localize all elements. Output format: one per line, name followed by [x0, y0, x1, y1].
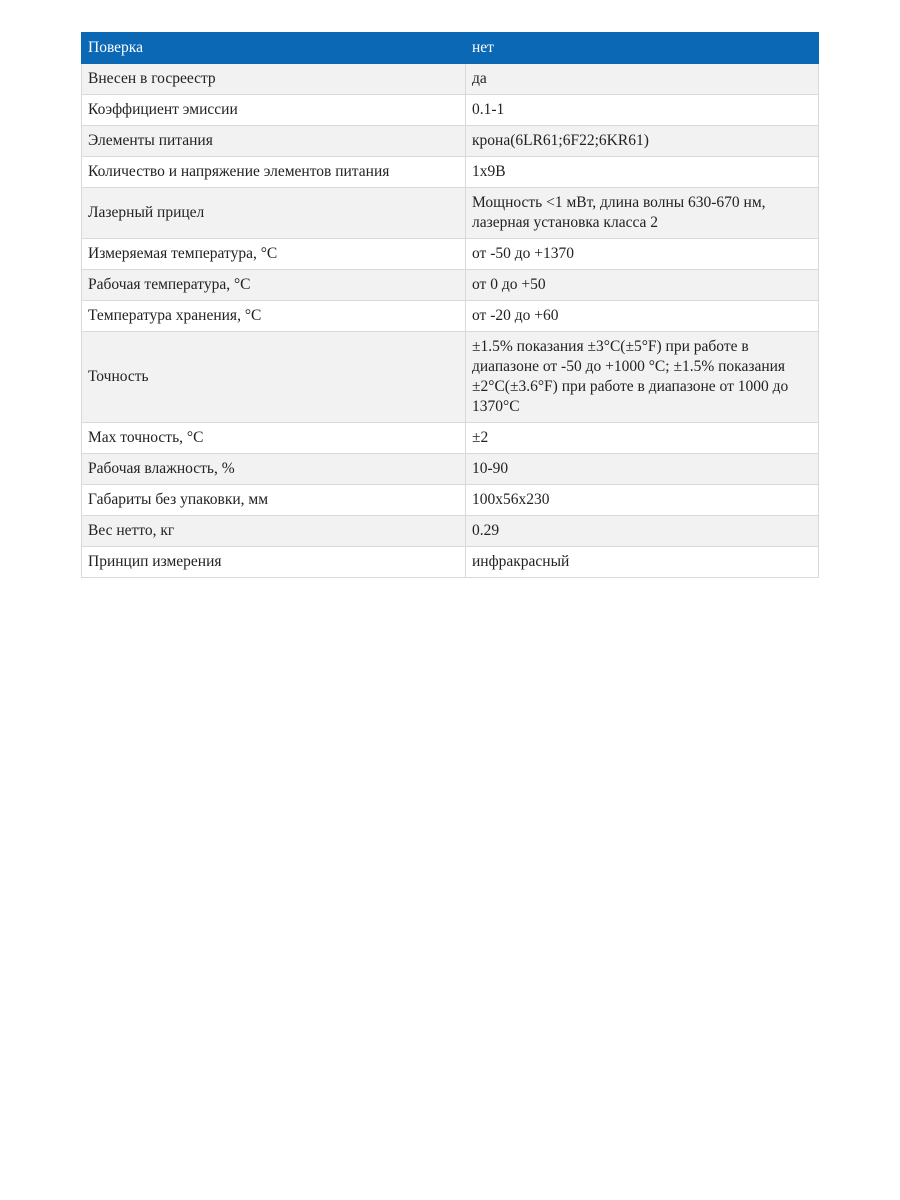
table-row: [82, 95, 819, 126]
spec-label: Габариты без упаковки, мм: [82, 485, 466, 516]
spec-label: Измеряемая температура, °С: [82, 239, 466, 270]
table-row: [82, 547, 819, 578]
spec-value: 10-90: [466, 454, 819, 485]
spec-label: Лазерный прицел: [82, 188, 466, 239]
spec-label: Мах точность, °С: [82, 423, 466, 454]
spec-value: от -20 до +60: [466, 301, 819, 332]
table-row: [82, 332, 819, 423]
spec-label: Количество и напряжение элементов питания: [82, 157, 466, 188]
spec-value: 0.29: [466, 516, 819, 547]
table-row: [82, 516, 819, 547]
spec-value: ±1.5% показания ±3°C(±5°F) при работе в диапазоне от -50 до +1000 °C; ±1.5% показания ±2°C(±3.6°F) при работе в диапазоне от 1000 до 1370°C: [466, 332, 819, 423]
table-row: [82, 157, 819, 188]
table-header-row: [82, 33, 819, 64]
table-row: [82, 301, 819, 332]
spec-value: да: [466, 64, 819, 95]
spec-value: 0.1-1: [466, 95, 819, 126]
spec-value: от 0 до +50: [466, 270, 819, 301]
spec-label: Элементы питания: [82, 126, 466, 157]
spec-value: ±2: [466, 423, 819, 454]
table-row: [82, 454, 819, 485]
spec-value: от -50 до +1370: [466, 239, 819, 270]
table-row: [82, 188, 819, 239]
table-row: [82, 126, 819, 157]
spec-label: Температура хранения, °С: [82, 301, 466, 332]
table-row: [82, 64, 819, 95]
spec-label: Принцип измерения: [82, 547, 466, 578]
spec-value: крона(6LR61;6F22;6KR61): [466, 126, 819, 157]
table-row: [82, 239, 819, 270]
spec-value: 1x9В: [466, 157, 819, 188]
spec-value: 100x56x230: [466, 485, 819, 516]
table-row: [82, 270, 819, 301]
spec-label: Точность: [82, 332, 466, 423]
spec-label: Рабочая температура, °С: [82, 270, 466, 301]
table-row: [82, 423, 819, 454]
spec-label: Внесен в госреестр: [82, 64, 466, 95]
spec-value: Мощность <1 мВт, длина волны 630-670 нм, лазерная установка класса 2: [466, 188, 819, 239]
spec-label: Рабочая влажность, %: [82, 454, 466, 485]
table-row: [82, 485, 819, 516]
header-value-cell: нет: [466, 33, 819, 64]
spec-table: [81, 32, 819, 578]
spec-value: инфракрасный: [466, 547, 819, 578]
spec-label: Вес нетто, кг: [82, 516, 466, 547]
header-label-cell: Поверка: [82, 33, 466, 64]
spec-label: Коэффициент эмиссии: [82, 95, 466, 126]
